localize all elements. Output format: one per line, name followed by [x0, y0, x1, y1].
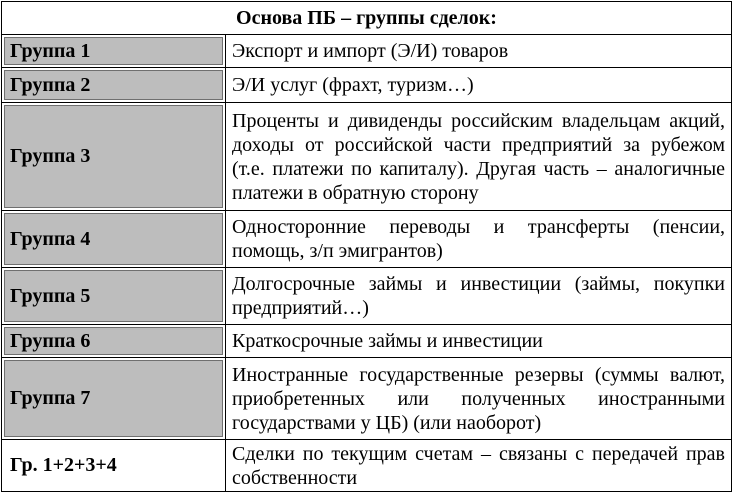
group-label: Группа 1 — [10, 39, 91, 62]
table-row — [2, 211, 732, 268]
group-label: Группа 5 — [10, 284, 91, 307]
table-row — [2, 268, 732, 325]
table-row — [2, 440, 732, 492]
table-row — [2, 358, 732, 440]
group-label-cell — [2, 358, 226, 440]
group-label-cell — [2, 68, 226, 103]
group-label-cell — [2, 35, 226, 68]
group-description: Экспорт и импорт (Э/И) товаров — [226, 35, 732, 68]
table-row — [2, 103, 732, 211]
table-row — [2, 325, 732, 358]
group-description: Краткосрочные займы и инвестиции — [226, 325, 732, 358]
group-label: Гр. 1+2+3+4 — [10, 454, 117, 476]
group-description: Э/И услуг (фрахт, туризм…) — [226, 68, 732, 103]
table-row — [2, 68, 732, 103]
group-label: Группа 7 — [10, 387, 91, 409]
group-label: Группа 6 — [10, 329, 91, 352]
table-header-row — [2, 2, 732, 35]
group-label-cell — [2, 440, 226, 492]
group-label-cell — [2, 325, 226, 358]
balance-of-payments-table — [1, 1, 732, 492]
group-description: Долгосрочные займы и инвестиции (займы, покупки предприятий…) — [226, 268, 732, 325]
group-label: Группа 2 — [10, 73, 91, 96]
group-description: Иностранные государственные резервы (суммы валют, приобретенных или полученных иностранными государствами у ЦБ) (или наоборот) — [226, 358, 732, 440]
group-label: Группа 4 — [10, 227, 91, 250]
table-title: Основа ПБ – группы сделок: — [2, 2, 732, 35]
group-description: Сделки по текущим счетам – связаны с передачей прав собственности — [226, 440, 732, 492]
group-label-cell — [2, 103, 226, 211]
group-label: Группа 3 — [10, 145, 91, 167]
table-row — [2, 35, 732, 68]
group-label-cell — [2, 268, 226, 325]
group-description: Односторонние переводы и трансферты (пенсии, помощь, з/п эмигрантов) — [226, 211, 732, 268]
group-label-cell — [2, 211, 226, 268]
group-description: Проценты и дивиденды российским владельцам акций, доходы от российской части предприятий за рубежом (т.е. платежи по капиталу). Другая часть – аналогичные платежи в обратную сторону — [226, 103, 732, 211]
